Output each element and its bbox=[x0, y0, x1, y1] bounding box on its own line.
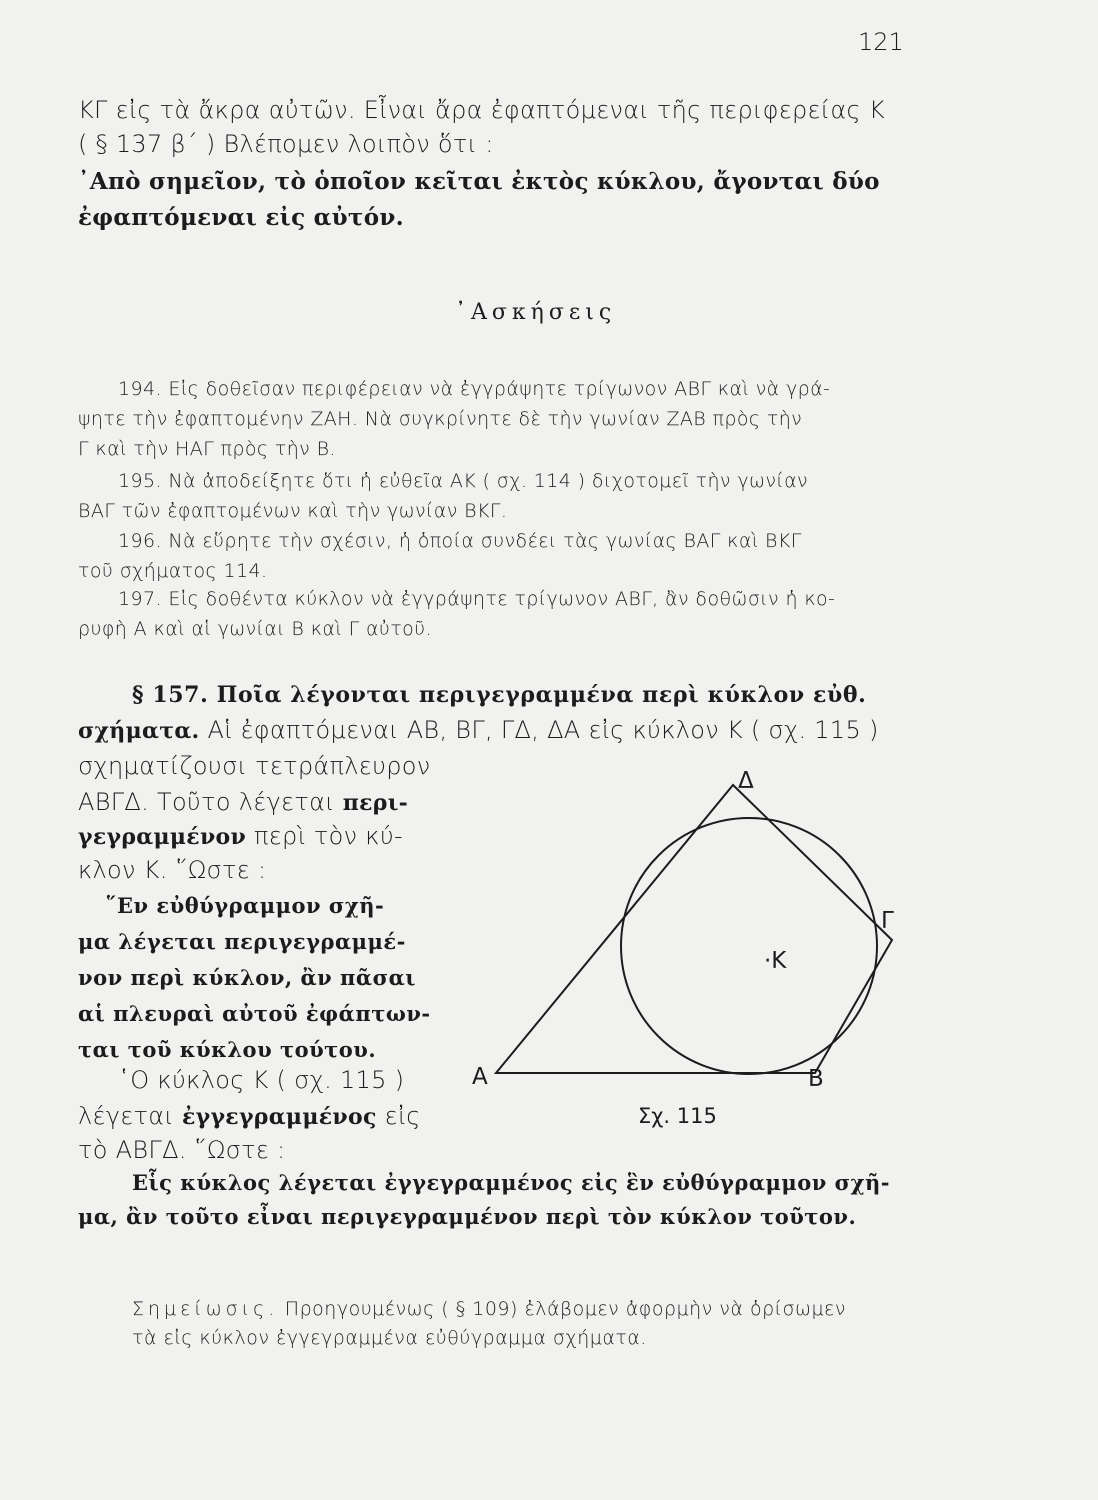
note-line-1-text: Προηγουμένως ( § 109) ἐλάβομεν ἀφορμὴν νὰ ὁρίσωμεν bbox=[278, 1298, 846, 1320]
section-title: § 157. Ποῖα λέγονται περιγεγραμμένα περὶ κύκλον εὐθ. bbox=[132, 682, 867, 708]
exercise-line: 197. Εἰς δοθέντα κύκλον νὰ ἐγγράψητε τρίγωνον ΑΒΓ, ἂν δοθῶσιν ἡ κο- bbox=[118, 588, 836, 610]
exercise-line: 196. Νὰ εὕρητε τὴν σχέσιν, ἡ ὁποία συνδέει τὰς γωνίας ΒΑΓ καὶ ΒΚΓ bbox=[118, 530, 802, 552]
theorem-line-1: ᾿Απὸ σημεῖον, τὸ ὁποῖον κεῖται ἐκτὸς κύκλου, ἄγονται δύο bbox=[78, 168, 880, 195]
intro-line-2: ( § 137 β΄ ) Βλέπομεν λοιπὸν ὅτι : bbox=[78, 130, 494, 158]
label-g: Γ bbox=[881, 908, 894, 934]
figure-115 bbox=[460, 760, 920, 1140]
note-line-2: τὰ εἰς κύκλον ἐγγεγραμμένα εὐθύγραμμα σχήματα. bbox=[132, 1327, 647, 1349]
definition-line: ῞Εν εὐθύγραμμον σχῆ- bbox=[106, 893, 385, 918]
section-line-4-text: ΑΒΓΔ. Τοῦτο λέγεται bbox=[78, 788, 343, 816]
inscribed-definition-line-1: Εἷς κύκλος λέγεται ἐγγεγραμμένος εἰς ἓν εὐθύγραμμον σχῆ- bbox=[132, 1170, 890, 1195]
exercise-line: 194. Εἰς δοθεῖσαν περιφέρειαν νὰ ἐγγράψητε τρίγωνον ΑΒΓ καὶ νὰ γρά- bbox=[118, 378, 831, 400]
section-line-13 bbox=[78, 1102, 421, 1130]
term-circumscribed: περι- bbox=[342, 790, 409, 816]
figure-caption: Σχ. 115 bbox=[638, 1104, 717, 1128]
section-line-13-c: εἰς bbox=[376, 1102, 421, 1130]
page-number: 121 bbox=[858, 28, 904, 56]
section-line-12: ῾Ο κύκλος Κ ( σχ. 115 ) bbox=[118, 1066, 405, 1094]
section-line-4 bbox=[78, 788, 408, 816]
definition-line: ται τοῦ κύκλου τούτου. bbox=[78, 1037, 377, 1062]
exercise-line: ρυφὴ Α καὶ αἱ γωνίαι Β καὶ Γ αὐτοῦ. bbox=[78, 618, 433, 640]
term-inscribed: ἐγγεγραμμένος bbox=[181, 1104, 377, 1130]
label-b: Β bbox=[808, 1066, 824, 1092]
quadrilateral-abgd bbox=[496, 785, 892, 1073]
label-d: Δ bbox=[738, 768, 754, 794]
exercise-line: ΒΑΓ τῶν ἐφαπτομένων καὶ τὴν γωνίαν ΒΚΓ. bbox=[78, 500, 508, 522]
note-line-1 bbox=[132, 1298, 846, 1320]
exercise-line: 195. Νὰ ἀποδείξητε ὅτι ἡ εὐθεῖα ΑΚ ( σχ. 114 ) διχοτομεῖ τὴν γωνίαν bbox=[118, 470, 809, 492]
definition-line: νον περὶ κύκλον, ἂν πᾶσαι bbox=[78, 965, 416, 990]
section-line-5-text: περὶ τὸν κύ- bbox=[246, 822, 403, 850]
label-a: Α bbox=[472, 1064, 488, 1090]
exercises-heading: ᾿Ασκήσεις bbox=[455, 300, 617, 325]
intro-line-1: ΚΓ εἰς τὰ ἄκρα αὐτῶν. Εἶναι ἄρα ἐφαπτόμεναι τῆς περιφερείας Κ bbox=[78, 96, 885, 124]
section-line-14: τὸ ΑΒΓΔ. ῞Ωστε : bbox=[78, 1136, 286, 1164]
exercise-line: Γ καὶ τὴν ΗΑΓ πρὸς τὴν Β. bbox=[78, 438, 336, 460]
label-k: ·Κ bbox=[764, 948, 787, 974]
section-line-13-a: λέγεται bbox=[78, 1102, 182, 1130]
note-label: Σημείωσις. bbox=[132, 1298, 279, 1320]
section-title-end: σχήματα. bbox=[78, 718, 200, 744]
definition-line: αἱ πλευραὶ αὐτοῦ ἐφάπτων- bbox=[78, 1001, 431, 1026]
exercise-line: ψητε τὴν ἐφαπτομένην ΖΑΗ. Νὰ συγκρίνητε δὲ τὴν γωνίαν ΖΑΒ πρὸς τὴν bbox=[78, 408, 803, 430]
section-line-3: σχηματίζουσι τετράπλευρον bbox=[78, 752, 431, 780]
inscribed-definition-line-2: μα, ἂν τοῦτο εἶναι περιγεγραμμένον περὶ τὸν κύκλον τοῦτον. bbox=[78, 1204, 857, 1229]
exercise-line: τοῦ σχήματος 114. bbox=[78, 560, 268, 582]
section-line-2-text: Αἱ ἐφαπτόμεναι ΑΒ, ΒΓ, ΓΔ, ΔΑ εἰς κύκλον Κ ( σχ. 115 ) bbox=[199, 716, 879, 744]
theorem-line-2: ἐφαπτόμεναι εἰς αὐτόν. bbox=[78, 204, 404, 231]
definition-line: μα λέγεται περιγεγραμμέ- bbox=[78, 929, 406, 954]
term-circumscribed-cont: γεγραμμένον bbox=[78, 824, 247, 850]
section-line-5 bbox=[78, 822, 403, 850]
inscribed-circle bbox=[621, 818, 877, 1074]
section-line-6: κλον Κ. ῞Ωστε : bbox=[78, 856, 267, 884]
section-line-2 bbox=[78, 716, 879, 744]
